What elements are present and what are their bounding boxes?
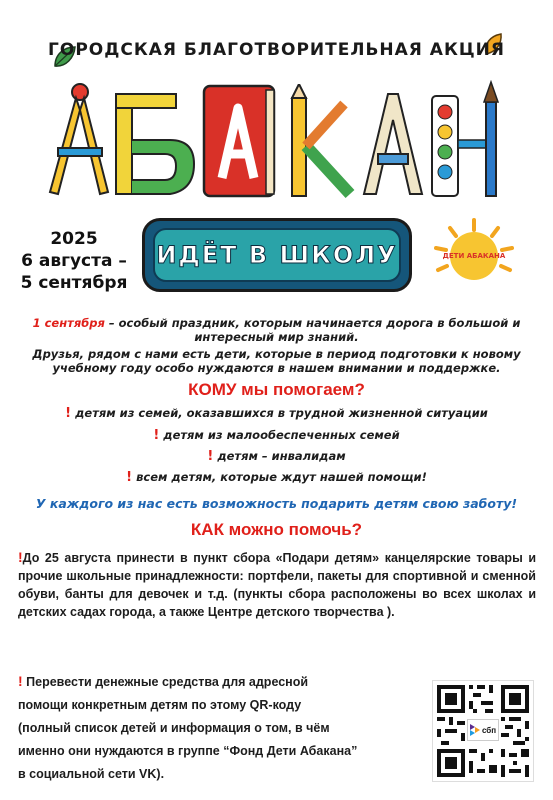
title-abakan xyxy=(40,80,510,205)
sbp-logo-icon xyxy=(470,724,480,736)
money-line xyxy=(18,670,418,694)
books-letter-a-icon xyxy=(358,90,428,200)
exclamation-mark: ! xyxy=(18,673,23,689)
who-item-3 xyxy=(0,449,553,464)
badge-text: ИДЁТ В ШКОЛУ xyxy=(153,228,401,282)
collect-instructions xyxy=(18,548,536,621)
intro-friends-lead: Друзья xyxy=(32,347,80,361)
exclamation-mark: ! xyxy=(153,428,160,443)
who-item-text: детям из семей, оказавшихся в трудной жизненной ситуации xyxy=(75,406,488,420)
who-item-text: всем детям, которые ждут нашей помощи! xyxy=(136,470,427,484)
intro-p1-text: – особый праздник, которым начинается дорога в большой и интересный мир знаний. xyxy=(104,316,521,344)
who-item-1 xyxy=(0,406,553,421)
who-item-2 xyxy=(0,428,553,443)
who-item-4 xyxy=(0,470,553,485)
money-line: (полный список детей и информация о том, в чём xyxy=(18,721,330,735)
logo-text: ДЕТИ АБАКАНА xyxy=(442,252,506,260)
sbp-badge xyxy=(467,719,499,741)
who-item-text: детям из малообеспеченных семей xyxy=(163,428,400,442)
sbp-label: сбп xyxy=(481,725,497,735)
money-line: в социальной сети VK). xyxy=(18,767,165,781)
money-line-text: Перевести денежные средства для адресной xyxy=(26,675,309,689)
goes-to-school-badge xyxy=(142,218,412,292)
pencil-letter-k-icon xyxy=(284,84,364,200)
payment-qr-code[interactable] xyxy=(432,680,534,782)
intro-date-highlight: 1 сентября xyxy=(32,316,105,330)
exclamation-mark: ! xyxy=(65,406,72,421)
intro-p2-text: , рядом с нами есть дети, которые в период подготовки к новому учебному году особо нуждаются в нашем внимании и поддержке. xyxy=(52,347,521,375)
how-heading: КАК можно помочь? xyxy=(190,520,363,539)
collect-text: До 25 августа принести в пункт сбора «Подари детям» канцелярские товары и прочие школьные принадлежности: портфели, пакеты для спортивной и сменной обуви, банты для девочек и т.д. (пункты сбора расположены во всех школах и детских садах города, а также Центре детского творчества ). xyxy=(18,551,536,619)
deti-abakana-sun-logo xyxy=(428,218,520,288)
dates-end: 5 сентября xyxy=(20,273,128,293)
compass-letter-a-icon xyxy=(40,80,120,200)
exclamation-mark: ! xyxy=(18,549,23,565)
dates-year: 2025 xyxy=(50,229,98,249)
intro-paragraph-1 xyxy=(20,316,533,344)
who-heading: КОМУ мы помогаем? xyxy=(188,380,365,399)
money-line: помощи конкретным детям по этому QR-коду xyxy=(18,698,302,712)
book-letter-a-icon xyxy=(200,82,280,200)
who-item-text: детям – инвалидам xyxy=(217,449,346,463)
paints-letter-n-icon xyxy=(428,80,512,200)
exclamation-mark: ! xyxy=(126,470,133,485)
campaign-kicker: ГОРОДСКАЯ БЛАГОТВОРИТЕЛЬНАЯ АКЦИЯ xyxy=(48,40,505,60)
ruler-letter-b-icon xyxy=(110,90,200,200)
intro-paragraph-2 xyxy=(20,347,533,375)
dates-start: 6 августа – xyxy=(21,251,127,271)
slogan: У каждого из нас есть возможность подарить детям свою заботу! xyxy=(35,496,518,511)
exclamation-mark: ! xyxy=(207,449,214,464)
money-line: именно они нуждаются в группе “Фонд Дети Абакана” xyxy=(18,744,358,758)
campaign-dates xyxy=(14,228,134,294)
money-instructions xyxy=(18,670,418,786)
